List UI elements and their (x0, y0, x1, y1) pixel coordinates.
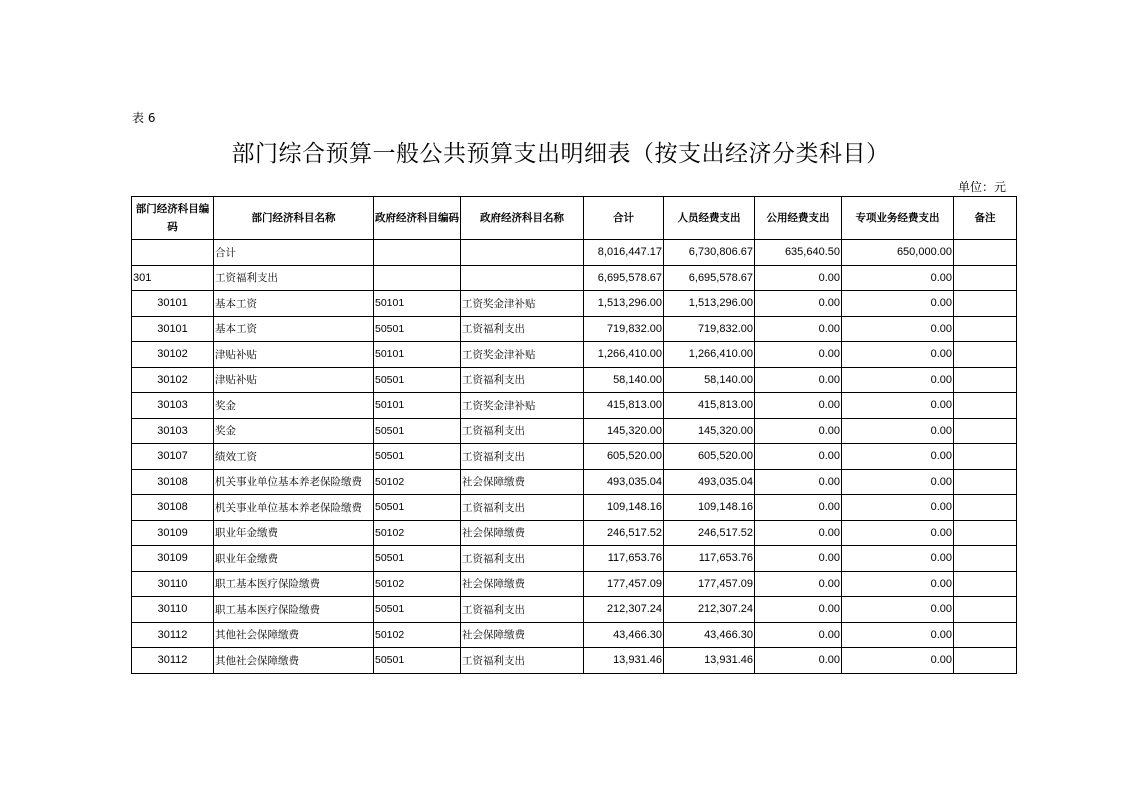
cell-dept-code: 30102 (132, 367, 214, 393)
table-row (132, 393, 1017, 419)
col-header-special: 专项业务经费支出 (842, 197, 954, 240)
cell-dept-code: 30102 (132, 342, 214, 368)
col-header-remarks: 备注 (954, 197, 1017, 240)
cell-gov-code: 50101 (374, 393, 461, 419)
cell-total: 493,035.04 (584, 469, 664, 495)
cell-personnel: 145,320.00 (664, 418, 755, 444)
cell-dept-name: 机关事业单位基本养老保险缴费 (214, 469, 374, 495)
cell-public: 0.00 (755, 316, 842, 342)
cell-personnel: 13,931.46 (664, 648, 755, 674)
cell-personnel: 43,466.30 (664, 622, 755, 648)
table-row (132, 342, 1017, 368)
cell-public: 0.00 (755, 393, 842, 419)
cell-dept-name: 职业年金缴费 (214, 546, 374, 572)
cell-special: 0.00 (842, 265, 954, 291)
cell-dept-name: 合计 (214, 240, 374, 266)
cell-gov-name: 社会保障缴费 (461, 520, 584, 546)
cell-personnel: 1,266,410.00 (664, 342, 755, 368)
cell-personnel: 1,513,296.00 (664, 291, 755, 317)
cell-public: 0.00 (755, 265, 842, 291)
cell-public: 0.00 (755, 648, 842, 674)
cell-public: 0.00 (755, 597, 842, 623)
cell-personnel: 719,832.00 (664, 316, 755, 342)
cell-gov-code: 50501 (374, 546, 461, 572)
cell-remarks (954, 367, 1017, 393)
table-number-label: 表 6 (132, 111, 156, 125)
table-row (132, 265, 1017, 291)
cell-special: 0.00 (842, 367, 954, 393)
cell-special: 0.00 (842, 597, 954, 623)
col-header-gov-name: 政府经济科目名称 (461, 197, 584, 240)
cell-gov-name: 工资福利支出 (461, 444, 584, 470)
col-header-dept-code: 部门经济科目编码 (132, 197, 214, 240)
cell-dept-code: 30112 (132, 648, 214, 674)
cell-personnel: 605,520.00 (664, 444, 755, 470)
cell-dept-code: 30109 (132, 520, 214, 546)
cell-gov-name (461, 240, 584, 266)
col-header-personnel: 人员经费支出 (664, 197, 755, 240)
cell-total: 8,016,447.17 (584, 240, 664, 266)
cell-remarks (954, 291, 1017, 317)
cell-gov-name: 工资福利支出 (461, 367, 584, 393)
table-row (132, 316, 1017, 342)
col-header-dept-name: 部门经济科目名称 (214, 197, 374, 240)
cell-personnel: 493,035.04 (664, 469, 755, 495)
cell-total: 6,695,578.67 (584, 265, 664, 291)
cell-remarks (954, 622, 1017, 648)
cell-total: 1,513,296.00 (584, 291, 664, 317)
cell-gov-code: 50501 (374, 597, 461, 623)
table-row (132, 444, 1017, 470)
cell-special: 0.00 (842, 469, 954, 495)
cell-gov-code: 50501 (374, 367, 461, 393)
cell-dept-code: 30112 (132, 622, 214, 648)
cell-gov-code: 50501 (374, 648, 461, 674)
cell-personnel: 6,730,806.67 (664, 240, 755, 266)
table-header-row (132, 197, 1017, 240)
table-row (132, 418, 1017, 444)
cell-gov-code: 50102 (374, 622, 461, 648)
cell-gov-name: 工资奖金津补贴 (461, 393, 584, 419)
cell-remarks (954, 571, 1017, 597)
cell-public: 0.00 (755, 495, 842, 521)
cell-special: 650,000.00 (842, 240, 954, 266)
cell-total: 212,307.24 (584, 597, 664, 623)
cell-remarks (954, 520, 1017, 546)
table-row (132, 291, 1017, 317)
cell-total: 58,140.00 (584, 367, 664, 393)
cell-public: 0.00 (755, 342, 842, 368)
cell-gov-name: 社会保障缴费 (461, 469, 584, 495)
cell-dept-name: 基本工资 (214, 316, 374, 342)
cell-remarks (954, 265, 1017, 291)
cell-personnel: 415,813.00 (664, 393, 755, 419)
cell-personnel: 58,140.00 (664, 367, 755, 393)
cell-dept-code: 30108 (132, 495, 214, 521)
table-row (132, 597, 1017, 623)
cell-personnel: 117,653.76 (664, 546, 755, 572)
cell-total: 719,832.00 (584, 316, 664, 342)
cell-gov-name: 工资福利支出 (461, 597, 584, 623)
cell-gov-code: 50102 (374, 520, 461, 546)
cell-remarks (954, 418, 1017, 444)
cell-dept-code: 30108 (132, 469, 214, 495)
cell-public: 0.00 (755, 291, 842, 317)
cell-remarks (954, 648, 1017, 674)
cell-dept-code: 30103 (132, 393, 214, 419)
cell-gov-code: 50501 (374, 495, 461, 521)
cell-gov-name: 社会保障缴费 (461, 571, 584, 597)
cell-special: 0.00 (842, 444, 954, 470)
page-title: 部门综合预算一般公共预算支出明细表（按支出经济分类科目） (231, 141, 890, 167)
cell-personnel: 109,148.16 (664, 495, 755, 521)
table-row (132, 367, 1017, 393)
cell-dept-name: 职工基本医疗保险缴费 (214, 571, 374, 597)
col-header-public: 公用经费支出 (755, 197, 842, 240)
cell-total: 43,466.30 (584, 622, 664, 648)
cell-gov-code (374, 240, 461, 266)
cell-special: 0.00 (842, 546, 954, 572)
cell-dept-code: 30101 (132, 316, 214, 342)
cell-gov-code: 50102 (374, 571, 461, 597)
cell-total: 605,520.00 (584, 444, 664, 470)
cell-special: 0.00 (842, 495, 954, 521)
cell-special: 0.00 (842, 418, 954, 444)
cell-gov-code: 50501 (374, 444, 461, 470)
cell-total: 246,517.52 (584, 520, 664, 546)
table-row (132, 469, 1017, 495)
cell-gov-code: 50102 (374, 469, 461, 495)
cell-dept-name: 基本工资 (214, 291, 374, 317)
unit-label: 单位：元 (957, 180, 1006, 194)
cell-gov-name: 工资福利支出 (461, 495, 584, 521)
table-row (132, 520, 1017, 546)
cell-public: 0.00 (755, 418, 842, 444)
table-row (132, 648, 1017, 674)
cell-total: 109,148.16 (584, 495, 664, 521)
cell-dept-code: 30110 (132, 597, 214, 623)
cell-dept-name: 职工基本医疗保险缴费 (214, 597, 374, 623)
table-row (132, 546, 1017, 572)
cell-remarks (954, 316, 1017, 342)
cell-remarks (954, 597, 1017, 623)
cell-special: 0.00 (842, 291, 954, 317)
table-row (132, 495, 1017, 521)
cell-gov-code: 50101 (374, 342, 461, 368)
cell-special: 0.00 (842, 393, 954, 419)
cell-dept-code: 30109 (132, 546, 214, 572)
cell-dept-name: 其他社会保障缴费 (214, 622, 374, 648)
cell-dept-name: 津贴补贴 (214, 342, 374, 368)
cell-public: 635,640.50 (755, 240, 842, 266)
budget-detail-table (131, 196, 1017, 674)
cell-dept-code (132, 240, 214, 266)
cell-dept-code: 301 (132, 265, 214, 291)
col-header-gov-code: 政府经济科目编码 (374, 197, 461, 240)
cell-remarks (954, 444, 1017, 470)
cell-dept-name: 职业年金缴费 (214, 520, 374, 546)
table-row (132, 571, 1017, 597)
cell-gov-code: 50501 (374, 316, 461, 342)
cell-personnel: 177,457.09 (664, 571, 755, 597)
cell-personnel: 246,517.52 (664, 520, 755, 546)
cell-gov-name: 工资福利支出 (461, 418, 584, 444)
table-row (132, 622, 1017, 648)
cell-gov-name: 工资奖金津补贴 (461, 291, 584, 317)
cell-public: 0.00 (755, 520, 842, 546)
cell-special: 0.00 (842, 520, 954, 546)
table-body (132, 240, 1017, 674)
cell-dept-name: 其他社会保障缴费 (214, 648, 374, 674)
cell-dept-code: 30110 (132, 571, 214, 597)
cell-gov-code: 50501 (374, 418, 461, 444)
cell-total: 177,457.09 (584, 571, 664, 597)
cell-total: 1,266,410.00 (584, 342, 664, 368)
cell-dept-name: 津贴补贴 (214, 367, 374, 393)
cell-personnel: 212,307.24 (664, 597, 755, 623)
cell-special: 0.00 (842, 648, 954, 674)
cell-public: 0.00 (755, 622, 842, 648)
cell-gov-code (374, 265, 461, 291)
cell-total: 145,320.00 (584, 418, 664, 444)
cell-gov-name: 工资福利支出 (461, 648, 584, 674)
cell-special: 0.00 (842, 571, 954, 597)
cell-special: 0.00 (842, 316, 954, 342)
cell-public: 0.00 (755, 367, 842, 393)
cell-dept-name: 绩效工资 (214, 444, 374, 470)
cell-remarks (954, 495, 1017, 521)
cell-special: 0.00 (842, 342, 954, 368)
cell-total: 117,653.76 (584, 546, 664, 572)
cell-public: 0.00 (755, 546, 842, 572)
cell-gov-name: 工资福利支出 (461, 316, 584, 342)
cell-personnel: 6,695,578.67 (664, 265, 755, 291)
cell-dept-name: 机关事业单位基本养老保险缴费 (214, 495, 374, 521)
cell-remarks (954, 393, 1017, 419)
cell-gov-name: 社会保障缴费 (461, 622, 584, 648)
col-header-total: 合计 (584, 197, 664, 240)
cell-remarks (954, 546, 1017, 572)
cell-remarks (954, 240, 1017, 266)
cell-gov-name: 工资奖金津补贴 (461, 342, 584, 368)
cell-public: 0.00 (755, 469, 842, 495)
cell-public: 0.00 (755, 571, 842, 597)
cell-gov-name: 工资福利支出 (461, 546, 584, 572)
cell-public: 0.00 (755, 444, 842, 470)
cell-dept-name: 工资福利支出 (214, 265, 374, 291)
cell-gov-name (461, 265, 584, 291)
cell-dept-name: 奖金 (214, 418, 374, 444)
cell-remarks (954, 342, 1017, 368)
cell-remarks (954, 469, 1017, 495)
cell-gov-code: 50101 (374, 291, 461, 317)
cell-dept-code: 30103 (132, 418, 214, 444)
cell-total: 415,813.00 (584, 393, 664, 419)
cell-dept-code: 30107 (132, 444, 214, 470)
cell-total: 13,931.46 (584, 648, 664, 674)
cell-dept-name: 奖金 (214, 393, 374, 419)
cell-special: 0.00 (842, 622, 954, 648)
cell-dept-code: 30101 (132, 291, 214, 317)
table-row (132, 240, 1017, 266)
